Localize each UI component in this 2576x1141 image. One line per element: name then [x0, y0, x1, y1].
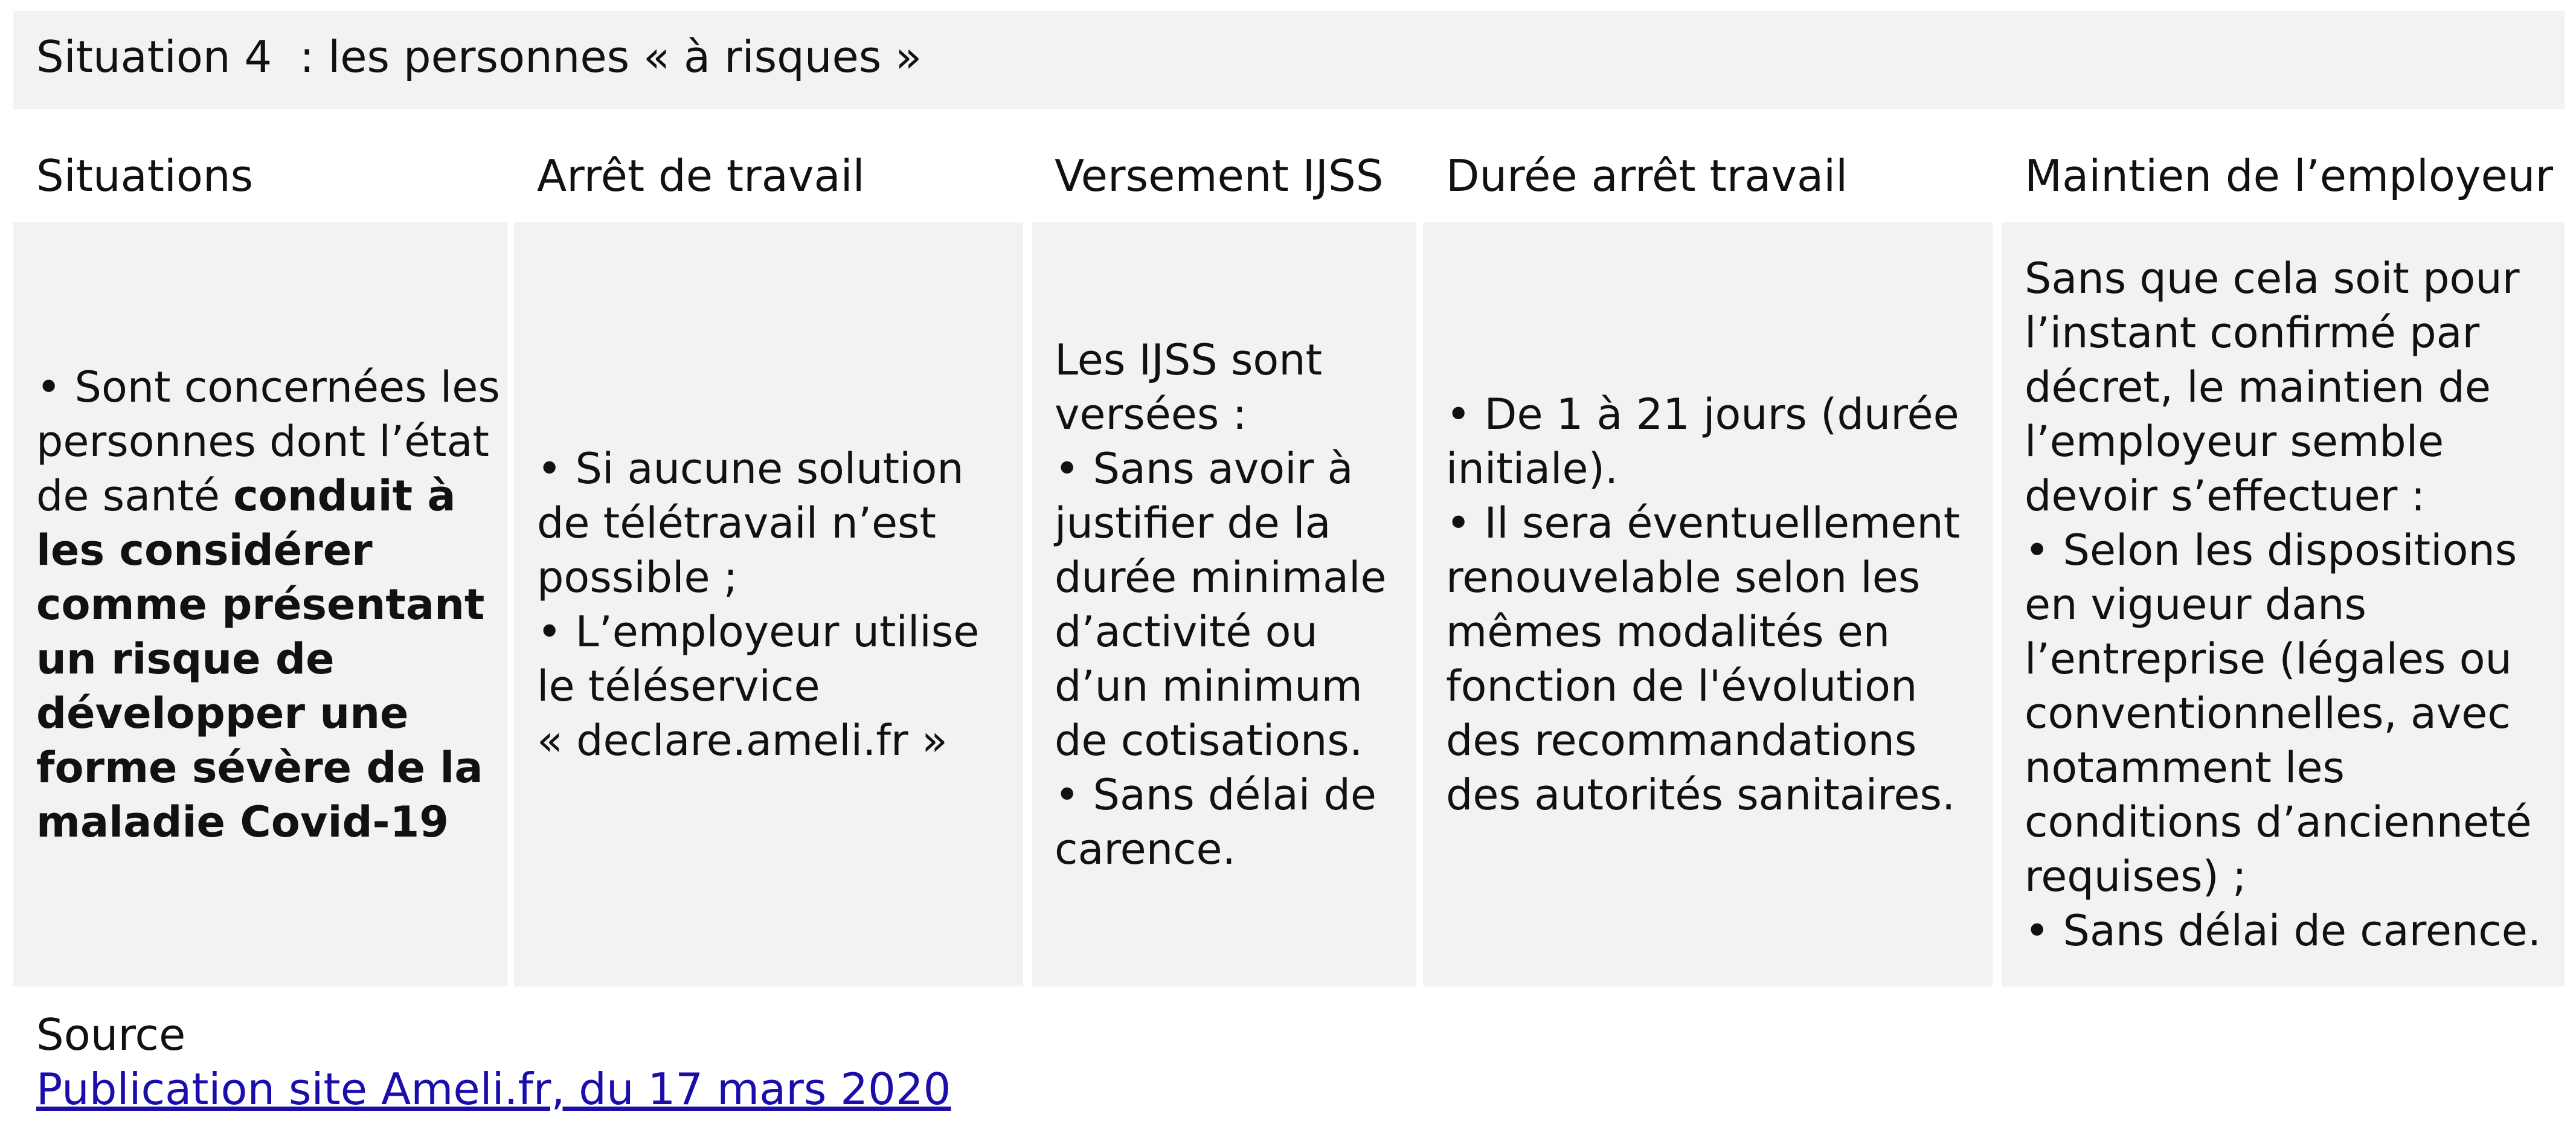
cell-duree-text: [1423, 387, 1972, 822]
text-line: justifier de la: [1055, 498, 1331, 548]
cell-situations: [13, 222, 507, 986]
text-line: fonction de l'évolution: [1446, 661, 1918, 711]
text-line: • L’employeur utilise: [537, 606, 980, 657]
text-line: Les IJSS sont: [1055, 335, 1323, 385]
text-line: « declare.ameli.fr »: [537, 715, 948, 765]
text-line: renouvelable selon les: [1446, 552, 1921, 602]
text-line: versées :: [1055, 389, 1247, 439]
source-block: [36, 1008, 951, 1116]
column-header-maintien-employeur: Maintien de l’employeur: [2025, 150, 2554, 201]
text-line: • De 1 à 21 jours (durée: [1446, 389, 1959, 439]
bold-line: maladie Covid-19: [36, 797, 449, 847]
bold-line: développer une: [36, 688, 409, 738]
text-line: notamment les: [2025, 742, 2345, 792]
cell-maintien-employeur: [2002, 222, 2565, 986]
text-line: • Il sera éventuellement: [1446, 498, 1961, 548]
table-title: Situation 4 : les personnes « à risques »: [36, 31, 922, 82]
text-fragment: de santé: [36, 471, 234, 521]
text-line: des autorités sanitaires.: [1446, 770, 1956, 820]
text-line: [36, 469, 500, 523]
text-line: devoir s’effectuer :: [2025, 471, 2426, 521]
text-line: l’entreprise (légales ou: [2025, 634, 2512, 684]
text-line: personnes dont l’état: [36, 416, 489, 466]
text-line: l’employeur semble: [2025, 416, 2444, 466]
bold-line: les considérer: [36, 525, 373, 575]
text-line: de cotisations.: [1055, 715, 1363, 765]
text-line: le téléservice: [537, 661, 820, 711]
text-line: des recommandations: [1446, 715, 1917, 765]
bold-fragment: conduit à: [233, 471, 456, 521]
text-line: décret, le maintien de: [2025, 362, 2491, 412]
text-line: requises) ;: [2025, 851, 2247, 901]
text-line: d’un minimum: [1055, 661, 1363, 711]
text-line: d’activité ou: [1055, 606, 1318, 657]
text-line: initiale).: [1446, 443, 1619, 493]
text-line: de télétravail n’est: [537, 498, 936, 548]
title-band: [13, 11, 2565, 109]
table-header-row: [13, 109, 2565, 222]
column-header-duree-arret: Durée arrêt travail: [1446, 150, 1848, 201]
bold-line: un risque de: [36, 634, 335, 684]
text-line: mêmes modalités en: [1446, 606, 1890, 657]
source-link[interactable]: Publication site Ameli.fr, du 17 mars 2020: [36, 1064, 951, 1114]
cell-maintien-text: [2002, 251, 2553, 958]
bold-line: comme présentant: [36, 579, 485, 629]
text-line: • Sans délai de: [1055, 770, 1376, 820]
column-header-situations: Situations: [36, 150, 254, 201]
cell-duree-arret: [1423, 222, 1993, 986]
cell-arret-text: [514, 442, 991, 768]
text-line: • Si aucune solution: [537, 443, 964, 493]
text-line: • Sont concernées les: [36, 362, 500, 412]
text-line: Sans que cela soit pour: [2025, 253, 2520, 303]
text-line: • Sans délai de carence.: [2025, 905, 2542, 956]
cell-situations-text: [13, 360, 512, 849]
column-header-versement-ijss: Versement IJSS: [1055, 150, 1384, 201]
text-line: conventionnelles, avec: [2025, 688, 2511, 738]
column-header-arret-de-travail: Arrêt de travail: [537, 150, 865, 201]
text-line: l’instant confirmé par: [2025, 307, 2480, 358]
bold-line: forme sévère de la: [36, 742, 483, 792]
text-line: • Sans avoir à: [1055, 443, 1354, 493]
text-line: durée minimale: [1055, 552, 1387, 602]
text-line: conditions d’ancienneté: [2025, 797, 2532, 847]
text-line: en vigueur dans: [2025, 579, 2366, 629]
cell-arret-de-travail: [514, 222, 1023, 986]
cell-versement-ijss: [1032, 222, 1416, 986]
text-line: carence.: [1055, 824, 1236, 874]
text-line: possible ;: [537, 552, 738, 602]
cell-versement-text: [1032, 333, 1398, 876]
source-label: Source: [36, 1009, 186, 1060]
table-body-row: [13, 222, 2565, 986]
text-line: • Selon les dispositions: [2025, 525, 2517, 575]
